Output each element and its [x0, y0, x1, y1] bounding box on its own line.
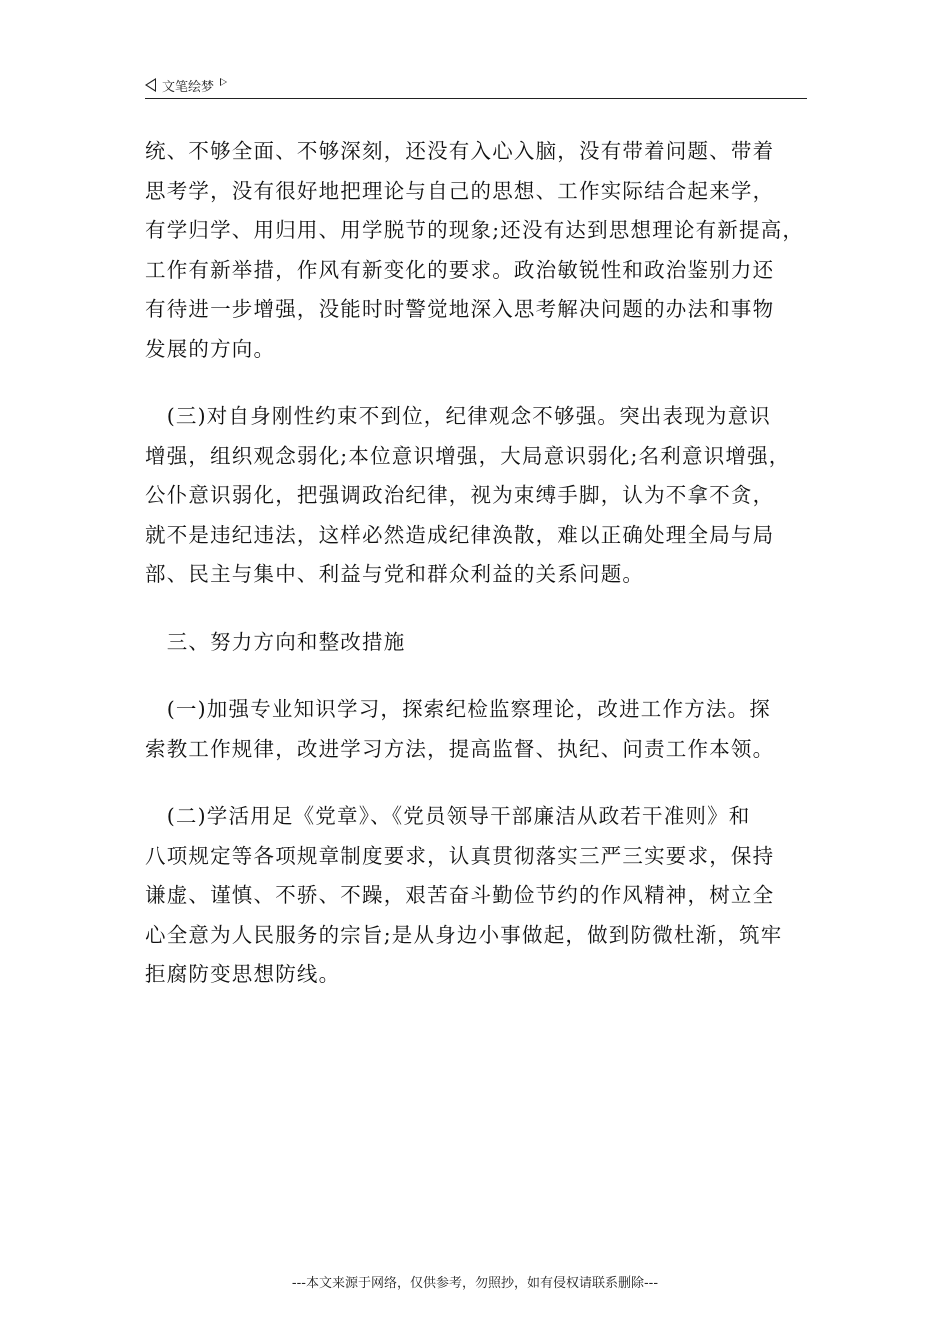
text-line: (一)加强专业知识学习，探索纪检监察理论，改进工作方法。探	[145, 697, 771, 721]
text-line: 工作有新举措，作风有新变化的要求。政治敏锐性和政治鉴别力还	[145, 257, 775, 282]
text-line: 有待进一步增强，没能时时警觉地深入思考解决问题的办法和事物	[145, 297, 775, 321]
paragraph-gap	[145, 769, 815, 797]
section-heading	[145, 623, 815, 663]
text-line: 就不是违纪违法，这样必然造成纪律涣散，难以正确处理全局与局	[145, 522, 775, 547]
page-footer: ---本文来源于网络，仅供参考，勿照抄，如有侵权请联系删除---	[291, 1276, 659, 1291]
paragraph-2	[145, 397, 815, 595]
text-line: 谦虚、谨慎、不骄、不躁，艰苦奋斗勤俭节约的作风精神，树立全	[145, 883, 775, 907]
text-line: 索教工作规律，改进学习方法，提高监督、执纪、问责工作本领。	[145, 736, 775, 761]
text-line: 拒腐防变思想防线。	[145, 962, 341, 986]
page-header	[145, 74, 807, 99]
text-line: 统、不够全面、不够深刻，还没有入心入脑，没有带着问题、带着	[145, 139, 775, 163]
paragraph-gap	[145, 662, 815, 690]
paragraph-1	[145, 132, 815, 369]
header-brand	[145, 74, 227, 96]
left-triangle-icon	[145, 78, 156, 92]
paragraph-3	[145, 690, 815, 769]
text-line: 发展的方向。	[145, 336, 276, 361]
text-line: (二)学活用足《党章》、《党员领导干部廉洁从政若干准则》和	[145, 804, 751, 828]
right-triangle-icon	[220, 78, 227, 86]
header-title: 文笔绘梦	[162, 79, 215, 95]
paragraph-4	[145, 797, 815, 995]
paragraph-gap	[145, 595, 815, 623]
text-line: (三)对自身刚性约束不到位，纪律观念不够强。突出表现为意识	[145, 404, 771, 428]
text-line: 公仆意识弱化，把强调政治纪律，视为束缚手脚，认为不拿不贪，	[145, 483, 775, 507]
text-line: 有学归学、用归用、用学脱节的现象;还没有达到思想理论有新提高，	[145, 218, 805, 242]
paragraph-gap	[145, 369, 815, 397]
document-body	[145, 132, 815, 995]
text-line: 增强，组织观念弱化;本位意识增强，大局意识弱化;名利意识增强，	[145, 443, 791, 468]
heading-line: 三、努力方向和整改措施	[145, 629, 406, 654]
text-line: 思考学，没有很好地把理论与自己的思想、工作实际结合起来学，	[145, 178, 775, 203]
text-line: 心全意为人民服务的宗旨;是从身边小事做起，做到防微杜渐，筑牢	[145, 922, 783, 947]
text-line: 八项规定等各项规章制度要求，认真贯彻落实三严三实要求，保持	[145, 843, 775, 868]
text-line: 部、民主与集中、利益与党和群众利益的关系问题。	[145, 562, 645, 586]
